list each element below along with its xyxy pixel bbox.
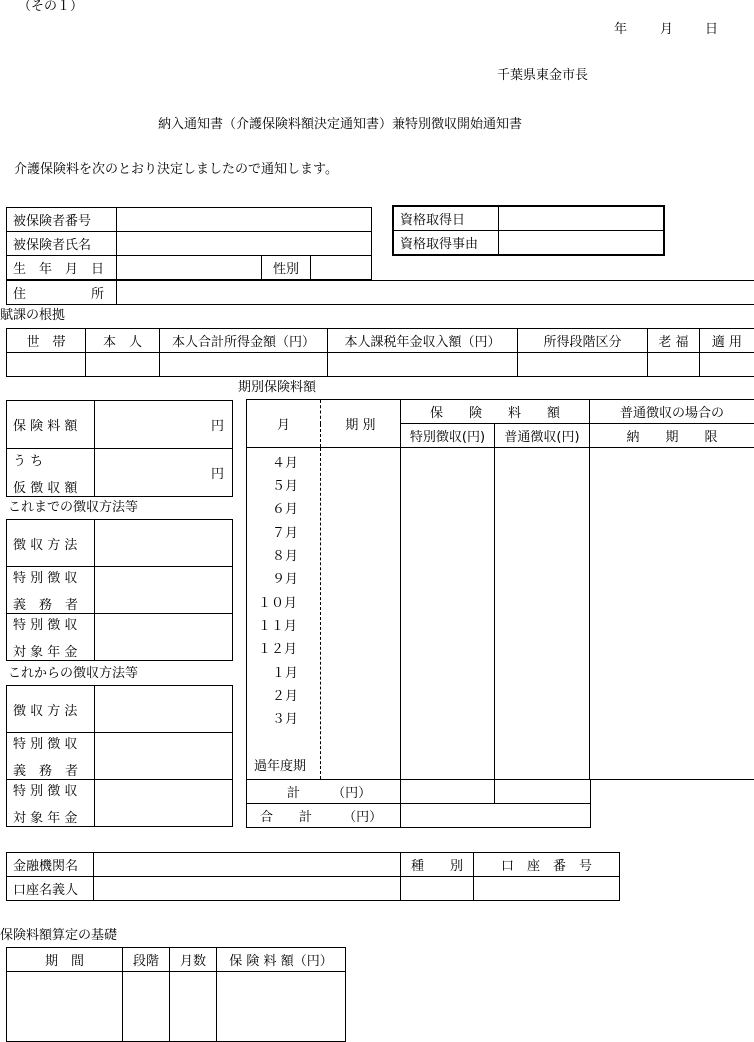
address-table [6,280,754,305]
qualification-table [393,206,664,255]
levy-table [6,328,754,377]
basis-table [6,947,346,1042]
sex-field[interactable] [311,256,372,280]
bank-institution-field[interactable] [94,853,401,877]
insured-name-field[interactable] [117,232,372,256]
bank-holder-field[interactable] [94,877,401,901]
period-section-label: 期別保険料額 [238,380,317,395]
past-pension-line2: 対 象 年 金 [13,645,78,660]
period-period-cell[interactable] [321,448,401,780]
month-label: １２月 [258,642,298,657]
issuer-name: 千葉県東金市長 [497,68,589,83]
levy-household-field[interactable] [7,353,86,377]
bank-account-number-label: 口 座 番 号 [474,853,620,877]
past-method-table [6,519,233,661]
future-method-label: 徴 収 方 法 [7,686,95,733]
basis-col-months: 月数 [170,948,217,972]
month-label: ２月 [272,689,299,704]
basis-months-field[interactable] [170,972,217,1042]
levy-pension-income-field[interactable] [328,353,518,377]
date-year-label: 年 [614,22,628,37]
period-premium-header: 保 険 料 額 [401,400,590,424]
future-pension-field[interactable] [95,780,233,827]
basis-premium-field[interactable] [217,972,346,1042]
provisional-amount-label [7,449,95,497]
future-method-field[interactable] [95,686,233,733]
qualification-date-label: 資格取得日 [394,207,499,231]
qualification-reason-field[interactable] [499,231,664,255]
subtotal-label: 計 [287,786,301,801]
levy-col-applicable: 適 用 [700,329,754,353]
levy-welfare-field[interactable] [648,353,700,377]
levy-person-field[interactable] [86,353,160,377]
period-totals-table [246,779,591,828]
intro-text: 介護保険料を次のとおり決定しましたので通知します。 [14,162,338,177]
past-obligor-line1: 特 別 徴 収 [13,571,78,586]
period-deadline-cell[interactable] [590,448,754,780]
period-months-cell [247,448,321,780]
month-label: ４月 [272,456,299,471]
total-label: 合 計 [260,810,313,825]
levy-applicable-field[interactable] [700,353,754,377]
bank-account-number-field[interactable] [474,877,620,901]
address-field[interactable] [117,281,754,305]
provisional-amount-unit: 円 [95,449,233,497]
bank-type-label: 種 別 [401,853,474,877]
bank-holder-label: 口座名義人 [7,877,94,901]
month-label: ３月 [272,712,299,727]
basis-col-period: 期 間 [7,948,123,972]
bank-institution-label: 金融機関名 [7,853,94,877]
birth-date-label: 生 年 月 日 [7,256,117,280]
future-obligor-label [7,733,95,780]
levy-col-household: 世 帯 [7,329,86,353]
document-title: 納入通知書（介護保険料額決定通知書）兼特別徴収開始通知書 [158,117,523,132]
past-obligor-field[interactable] [95,567,233,614]
past-obligor-label [7,567,95,614]
period-ordinary-cell[interactable] [495,448,590,780]
levy-income-tier-field[interactable] [518,353,648,377]
insured-name-label: 被保険者氏名 [7,232,117,256]
levy-col-income-tier: 所得段階区分 [518,329,648,353]
month-label: １１月 [258,619,298,634]
insured-number-field[interactable] [117,208,372,232]
levy-col-pension-income: 本人課税年金収入額（円） [328,329,518,353]
future-pension-line1: 特 別 徴 収 [13,784,78,799]
past-pension-line1: 特 別 徴 収 [13,618,78,633]
future-method-table [6,685,233,827]
basis-section-label: 保険料額算定の基礎 [0,928,118,943]
period-month-header: 月 [247,400,321,448]
month-label: ５月 [272,479,299,494]
subtotal-ordinary-field[interactable] [495,780,591,804]
date-day-label: 日 [705,22,719,37]
provisional-label-line1: う ち [13,453,44,469]
premium-table [6,400,233,497]
birth-date-field[interactable] [117,256,262,280]
premium-amount-label: 保 険 料 額 [7,401,95,449]
levy-col-person: 本 人 [86,329,160,353]
month-label: ７月 [272,526,299,541]
bank-type-field[interactable] [401,877,474,901]
month-label: ９月 [272,572,299,587]
premium-amount-unit: 円 [95,401,233,449]
month-label: ６月 [272,502,299,517]
basis-col-tier: 段階 [123,948,170,972]
past-method-label: 徴 収 方 法 [7,520,95,567]
provisional-label-line2: 仮 徴 収 額 [13,480,78,496]
subtotal-unit: （円） [332,786,372,801]
month-label: １月 [272,666,299,681]
insured-number-label: 被保険者番号 [7,208,117,232]
total-label-cell [247,804,401,828]
qualification-reason-label: 資格取得事由 [394,231,499,255]
past-year-label: 過年度期 [254,759,307,774]
period-deadline-header-2: 納 期 限 [590,424,754,448]
past-pension-field[interactable] [95,614,233,661]
future-obligor-line1: 特 別 徴 収 [13,737,78,752]
basis-col-premium: 保 険 料 額（円） [217,948,346,972]
page-marker: （その１） [18,0,84,14]
future-obligor-line2: 義 務 者 [13,764,79,779]
insured-table [6,207,372,280]
period-special-header: 特別徴収(円) [401,424,495,448]
total-unit: （円） [343,810,383,825]
past-pension-label [7,614,95,661]
address-label: 住 所 [7,281,117,305]
bank-table [6,852,620,901]
future-pension-label [7,780,95,827]
period-deadline-header-1: 普通徴収の場合の [590,400,754,424]
future-obligor-field[interactable] [95,733,233,780]
month-label: １０月 [258,596,298,611]
past-obligor-line2: 義 務 者 [13,598,79,613]
levy-income-field[interactable] [160,353,328,377]
period-table [246,399,754,780]
past-method-field[interactable] [95,520,233,567]
subtotal-special-field[interactable] [401,780,495,804]
date-month-label: 月 [660,22,674,37]
period-period-header: 期 別 [321,400,401,448]
subtotal-label-cell [247,780,401,804]
past-method-section-label: これまでの徴収方法等 [8,500,139,515]
future-method-section-label: これからの徴収方法等 [8,666,139,681]
basis-period-field[interactable] [7,972,123,1042]
sex-label: 性別 [262,256,311,280]
period-special-cell[interactable] [401,448,495,780]
future-pension-line2: 対 象 年 金 [13,811,78,826]
qualification-date-field[interactable] [499,207,664,231]
levy-col-welfare: 老 福 [648,329,700,353]
levy-col-income: 本人合計所得金額（円） [160,329,328,353]
basis-tier-field[interactable] [123,972,170,1042]
period-ordinary-header: 普通徴収(円) [495,424,590,448]
month-label: ８月 [272,549,299,564]
levy-section-label: 賦課の根拠 [0,308,66,323]
total-field[interactable] [401,804,591,828]
